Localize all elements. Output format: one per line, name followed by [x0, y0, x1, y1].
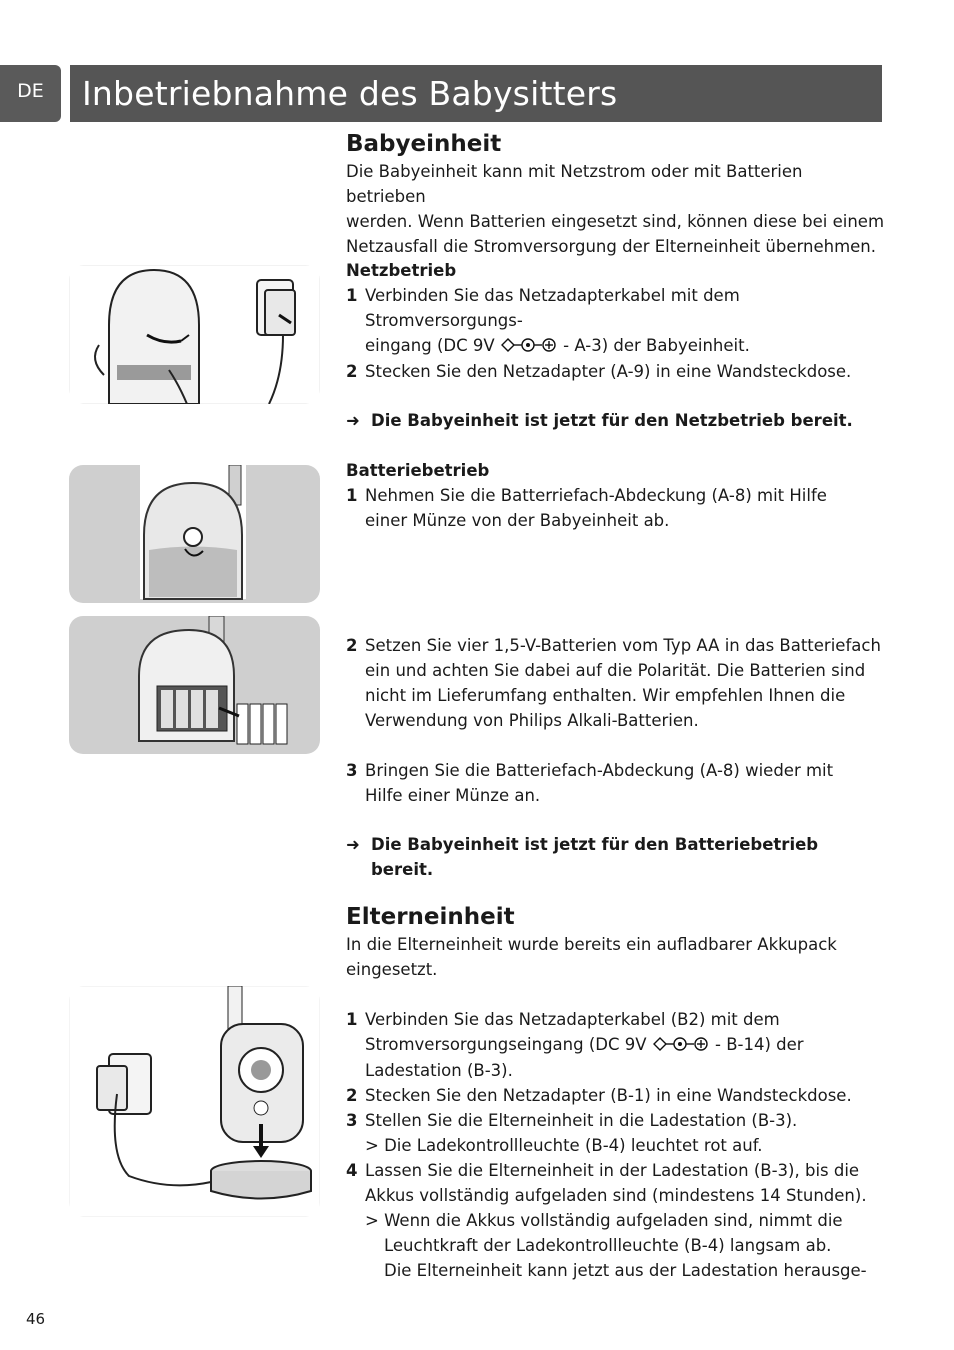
step-text-line2: [365, 333, 886, 359]
netzbetrieb-heading: Netzbetrieb: [346, 261, 457, 280]
battery-step-2-block: [346, 633, 886, 733]
step-subtext: > Wenn die Akkus vollständig aufgeladen sind, nimmt die: [365, 1211, 843, 1230]
elterneinheit-heading: Elterneinheit: [346, 904, 515, 930]
mains-adapter-illustration: [69, 265, 320, 404]
parent-step-3: [346, 1108, 886, 1158]
parent-steps: [346, 1007, 886, 1283]
result-text: Die Babyeinheit ist jetzt für den Batteriebetrieb: [371, 835, 819, 854]
page-title: Inbetriebnahme des Babysitters: [70, 65, 882, 122]
step-subtext: Die Elterneinheit kann jetzt aus der Ladestation herausge-: [384, 1261, 867, 1280]
intro-line: In die Elterneinheit wurde bereits ein aufladbarer Akkupack: [346, 935, 837, 954]
step-text-part: Stromversorgungseingang (DC 9V: [365, 1035, 652, 1054]
result-arrow-icon: ➜: [346, 411, 360, 430]
step-text: Verbinden Sie das Netzadapterkabel (B2) mit dem: [365, 1010, 780, 1029]
parent-step-2: [346, 1083, 886, 1108]
babyeinheit-heading: Babyeinheit: [346, 131, 502, 157]
mains-step-1: [346, 283, 886, 359]
battery-result-block: [346, 832, 886, 882]
step-text: ein und achten Sie dabei auf die Polarität. Die Batterien sind: [365, 661, 866, 680]
parent-intro: [346, 932, 886, 982]
figure-insert-batteries: [69, 616, 320, 754]
parent-heading-block: [346, 904, 886, 930]
battery-step-3: [346, 758, 886, 808]
step-text: Ladestation (B-3).: [365, 1061, 513, 1080]
mains-result-block: [346, 408, 886, 433]
battery-result: [346, 832, 886, 882]
step-text: Setzen Sie vier 1,5-V-Batterien vom Typ AA in das Batteriefach: [365, 636, 881, 655]
step-number: 1: [346, 486, 358, 505]
step-number: 1: [346, 1010, 358, 1029]
intro-line: eingesetzt.: [346, 960, 438, 979]
intro-line: werden. Wenn Batterien eingesetzt sind, können diese bei einem: [346, 212, 885, 231]
battery-step-2: [346, 633, 886, 733]
step-text: einer Münze von der Babyeinheit ab.: [365, 511, 670, 530]
step-text: Stecken Sie den Netzadapter (B-1) in eine Wandsteckdose.: [365, 1086, 852, 1105]
figure-parent-charging: [69, 986, 320, 1217]
step-text: Bringen Sie die Batteriefach-Abdeckung (A-8) wieder mit: [365, 761, 834, 780]
step-text-part: - B-14) der: [709, 1035, 804, 1054]
step-text: Akkus vollständig aufgeladen sind (mindestens 14 Stunden).: [365, 1186, 867, 1205]
language-tab: [0, 65, 61, 122]
step-subtext: > Die Ladekontrollleuchte (B-4) leuchtet rot auf.: [365, 1136, 763, 1155]
battery-step-3-block: [346, 758, 886, 808]
step-number: 3: [346, 1111, 358, 1130]
figure-battery-cover: [69, 465, 320, 603]
parent-charging-illustration: [69, 986, 320, 1217]
parent-step-1: [346, 1007, 886, 1083]
step-number: 2: [346, 362, 358, 381]
step-text: Nehmen Sie die Batterriefach-Abdeckung (A-8) mit Hilfe: [365, 486, 827, 505]
mains-step-2: [346, 359, 886, 384]
step-text: Verbinden Sie das Netzadapterkabel mit dem Stromversorgungs-: [365, 286, 740, 330]
figure-mains-adapter: [69, 265, 320, 404]
step-text: Hilfe einer Münze an.: [365, 786, 541, 805]
step-text: Stecken Sie den Netzadapter (A-9) in eine Wandsteckdose.: [365, 362, 852, 381]
step-number: 2: [346, 1086, 358, 1105]
step-number: 4: [346, 1161, 358, 1180]
step-text-part: - A-3) der Babyeinheit.: [557, 336, 750, 355]
batteriebetrieb-heading: Batteriebetrieb: [346, 461, 490, 480]
polarity-symbol-icon: [652, 1033, 710, 1058]
step-text: Lassen Sie die Elterneinheit in der Ladestation (B-3), bis die: [365, 1161, 860, 1180]
baby-heading-block: [346, 131, 886, 157]
battery-section: [346, 458, 886, 533]
step-text: nicht im Lieferumfang enthalten. Wir empfehlen Ihnen die: [365, 686, 846, 705]
step-number: 1: [346, 286, 358, 305]
polarity-symbol-icon: [500, 334, 558, 359]
result-arrow-icon: ➜: [346, 835, 360, 854]
step-subtext: Leuchtkraft der Ladekontrollleuchte (B-4) langsam ab.: [384, 1236, 832, 1255]
insert-batteries-illustration: [69, 616, 320, 754]
step-text-line2: [365, 1032, 886, 1058]
step-number: 3: [346, 761, 358, 780]
step-number: 2: [346, 636, 358, 655]
intro-line: Die Babyeinheit kann mit Netzstrom oder mit Batterien betrieben: [346, 162, 803, 206]
language-label: DE: [17, 79, 44, 102]
battery-step-1: [346, 483, 886, 533]
result-text: Die Babyeinheit ist jetzt für den Netzbetrieb bereit.: [371, 411, 853, 430]
parent-step-4: [346, 1158, 886, 1283]
mains-step-2-block: [346, 359, 886, 384]
mains-result: [346, 408, 886, 433]
intro-line: Netzausfall die Stromversorgung der Elterneinheit übernehmen.: [346, 237, 877, 256]
step-text: Stellen Sie die Elterneinheit in die Ladestation (B-3).: [365, 1111, 798, 1130]
step-text: Verwendung von Philips Alkali-Batterien.: [365, 711, 699, 730]
page-number: 46: [26, 1310, 46, 1328]
battery-cover-illustration: [69, 465, 320, 603]
mains-section: [346, 258, 886, 359]
result-text: bereit.: [371, 860, 434, 879]
step-text-part: eingang (DC 9V: [365, 336, 500, 355]
baby-intro: [346, 159, 886, 259]
